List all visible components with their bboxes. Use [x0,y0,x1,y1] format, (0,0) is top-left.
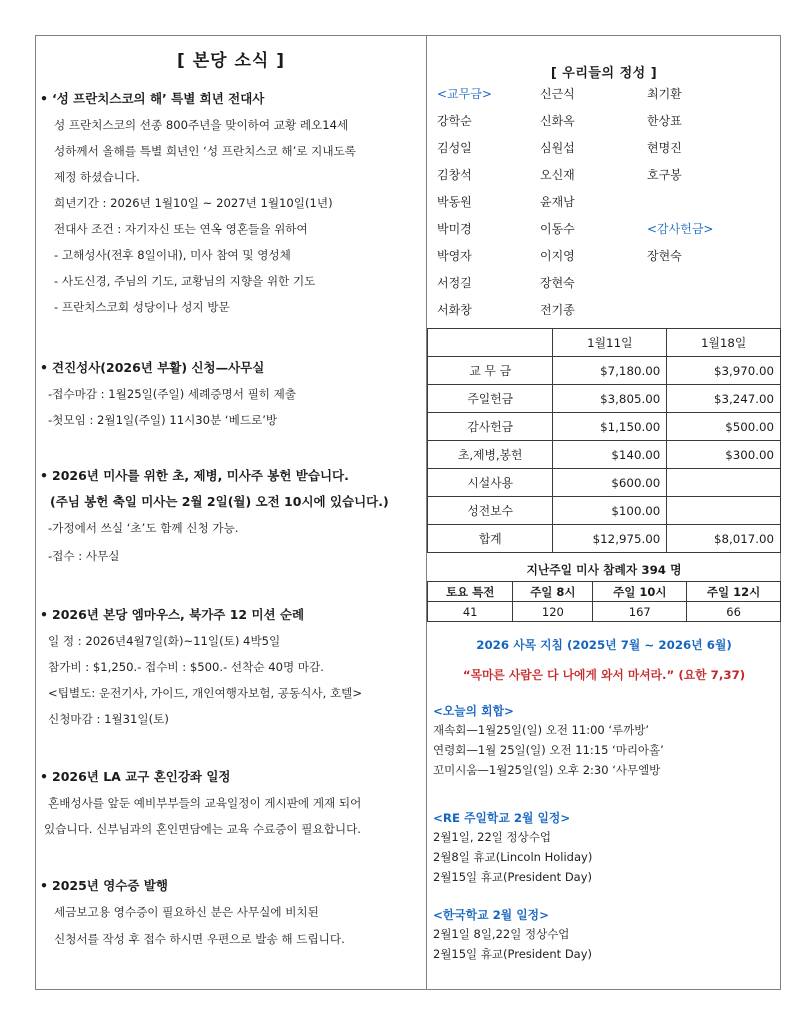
schedule-line: 2월1일 8일,22일 정상수업 [433,927,570,941]
donor-name: 박동원 [437,195,472,209]
donor-name: 이지영 [540,249,575,263]
table-header-cell [428,329,553,357]
donor-name: 신근식 [540,87,575,101]
donor-name: 현명진 [647,141,682,155]
donor-name: 한상표 [647,114,682,128]
news-line: - 사도신경, 주님의 기도, 교황님의 지향을 위한 기도 [54,274,316,288]
donor-name: 박미경 [437,222,472,236]
attendance-count: 66 [687,602,781,622]
pastoral-guideline-title: 2026 사목 지침 (2025년 7월 ~ 2026년 6월) [476,638,732,652]
news-heading: • 2026년 미사를 위한 초, 제병, 미사주 봉헌 받습니다. [36,466,349,484]
table-header-cell: 주일 10시 [593,582,687,602]
amount-cell: $8,017.00 [667,525,781,553]
table-header-cell: 토요 특전 [428,582,513,602]
amount-cell: $600.00 [553,469,667,497]
schedule-line: 2월15일 휴교(President Day) [433,870,593,884]
table-row [428,469,781,497]
news-line: - 프란치스코회 성당이나 성지 방문 [54,300,230,314]
news-line: <팁별도: 운전기사, 가이드, 개인여행자보험, 공동식사, 호텔> [48,686,363,700]
donor-name: 김창석 [437,168,472,182]
parish-news-title: [ 본당 소식 ] [177,51,285,71]
attendance-title: 지난주일 미사 참례자 394 명 [526,563,682,577]
table-header-cell: 주일 8시 [513,582,593,602]
amount-cell: $140.00 [553,441,667,469]
row-label: 성전보수 [428,497,553,525]
news-heading: • 2026년 본당 엠마우스, 북가주 12 미션 순례 [36,605,304,623]
row-label: 주일헌금 [428,385,553,413]
news-line: 성 프란치스코의 선종 800주년을 맞이하여 교황 레오14세 [54,118,349,132]
news-line: 희년기간 : 2026년 1월10일 ~ 2027년 1월10일(1년) [54,196,333,210]
donor-name: 최기환 [647,87,682,101]
table-row [428,385,781,413]
amount-cell: $3,805.00 [553,385,667,413]
news-heading: • 견진성사(2026년 부활) 신청—사무실 [36,358,264,376]
row-label: 교 무 금 [428,357,553,385]
donor-name: 장현숙 [647,249,682,263]
donor-name: 윤재남 [540,195,575,209]
attendance-table [427,581,781,622]
news-line: - 고해성사(전후 8일이내), 미사 참여 및 영성체 [54,248,291,262]
news-line: 있습니다. 신부님과의 혼인면담에는 교육 수료증이 필요합니다. [44,822,361,836]
donor-category-label: <감사헌금> [647,222,714,236]
amount-cell: $100.00 [553,497,667,525]
news-line: 참가비 : $1,250.- 접수비 : $500.- 선착순 40명 마감. [48,660,324,674]
donor-name: 장현숙 [540,276,575,290]
donor-name: 김성일 [437,141,472,155]
donor-name: 이동수 [540,222,575,236]
amount-cell [667,497,781,525]
amount-cell [667,469,781,497]
amount-cell: $7,180.00 [553,357,667,385]
bullet-icon: • [40,769,48,784]
donor-name: 서화창 [437,303,472,317]
table-row [428,441,781,469]
row-label: 감사헌금 [428,413,553,441]
table-total-row [428,525,781,553]
donor-name: 심원섭 [540,141,575,155]
amount-cell: $300.00 [667,441,781,469]
donor-name: 오신재 [540,168,575,182]
news-line: 혼배성사를 앞둔 예비부부들의 교육일정이 게시판에 게재 되어 [48,796,362,810]
donor-name: 호구봉 [647,168,682,182]
donor-name: 강학순 [437,114,472,128]
attendance-count: 120 [513,602,593,622]
news-line: -접수 : 사무실 [48,549,120,563]
scripture-quote: “목마른 사람은 다 나에게 와서 마셔라.” (요한 7,37) [462,668,746,682]
table-header-cell: 1월18일 [667,329,781,357]
offering-table [427,328,781,553]
meetings-heading: <오늘의 회합> [433,704,514,718]
meeting-line: 재속회—1월25일(일) 오전 11:00 ‘루까방’ [433,723,650,737]
row-label: 시설사용 [428,469,553,497]
news-line: -접수마감 : 1월25일(주일) 세례증명서 필히 제출 [48,387,297,401]
row-label: 초,제병,봉헌 [428,441,553,469]
donor-name: 박영자 [437,249,472,263]
table-row [428,497,781,525]
news-line: -첫모임 : 2월1일(주일) 11시30분 ‘베드로’방 [48,413,278,427]
row-label: 합계 [428,525,553,553]
korean-school-heading: <한국학교 2월 일정> [433,908,549,922]
bullet-icon: • [40,607,48,622]
table-header-cell: 주일 12시 [687,582,781,602]
news-line: -가정에서 쓰실 ‘초’도 함께 신청 가능. [48,521,239,535]
attendance-count: 167 [593,602,687,622]
news-subheading: (주님 봉헌 축일 미사는 2월 2일(월) 오전 10시에 있습니다.) [50,494,389,509]
donor-name: 전기종 [540,303,575,317]
attendance-count: 41 [428,602,513,622]
news-heading: • ‘성 프란치스코의 해’ 특별 희년 전대사 [36,89,264,107]
news-heading: • 2025년 영수증 발행 [36,876,168,894]
schedule-line: 2월15일 휴교(President Day) [433,947,593,961]
table-row [428,602,781,622]
table-header-row [428,329,781,357]
news-line: 전대사 조건 : 자기자신 또는 연옥 영혼들을 위하여 [54,222,308,236]
bullet-icon: • [40,360,48,375]
bullet-icon: • [40,91,48,106]
amount-cell: $3,247.00 [667,385,781,413]
news-line: 신청서를 작성 후 접수 하시면 우편으로 발송 해 드립니다. [54,932,345,946]
meeting-line: 연령회—1월 25일(일) 오전 11:15 ‘마리아홀’ [433,743,664,757]
news-line: 세금보고용 영수증이 필요하신 분은 사무실에 비치된 [54,905,319,919]
news-line: 제정 하셨습니다. [54,170,140,184]
amount-cell: $500.00 [667,413,781,441]
offerings-title: [ 우리들의 정성 ] [550,66,658,81]
bullet-icon: • [40,468,48,483]
table-row [428,357,781,385]
news-heading: • 2026년 LA 교구 혼인강좌 일정 [36,767,231,785]
table-header-cell: 1월11일 [553,329,667,357]
news-line: 일 정 : 2026년4월7일(화)~11일(토) 4박5일 [48,634,281,648]
amount-cell: $3,970.00 [667,357,781,385]
donor-name: 서정길 [437,276,472,290]
table-row [428,413,781,441]
donor-name: 신화옥 [540,114,575,128]
bullet-icon: • [40,878,48,893]
amount-cell: $1,150.00 [553,413,667,441]
schedule-line: 2월8일 휴교(Lincoln Holiday) [433,850,593,864]
table-header-row [428,582,781,602]
news-line: 성하께서 올해를 특별 희년인 ‘성 프란치스코 해’로 지내도록 [54,144,356,158]
donor-category-label: <교무금> [437,87,492,101]
amount-cell: $12,975.00 [553,525,667,553]
schedule-line: 2월1일, 22일 정상수업 [433,830,551,844]
news-line: 신청마감 : 1월31일(토) [48,712,169,726]
re-school-heading: <RE 주일학교 2월 일정> [433,811,571,825]
meeting-line: 꼬미시움—1월25일(일) 오후 2:30 ‘사무엘방 [433,763,661,777]
